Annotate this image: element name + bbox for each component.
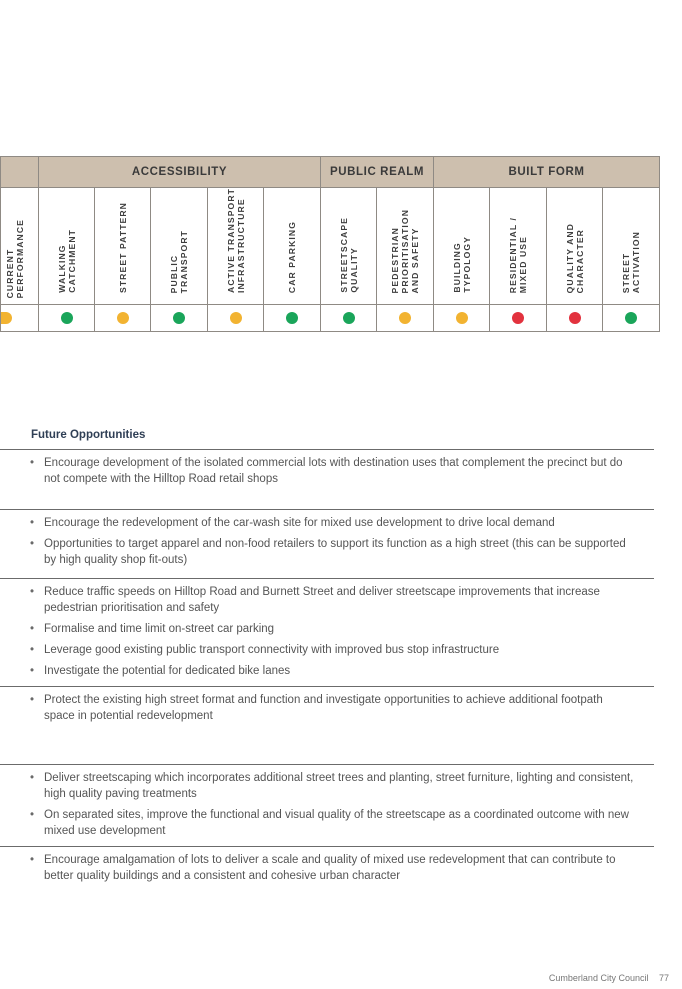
column-header [39,188,95,305]
page-footer [541,973,669,983]
bullet-icon: • [30,644,35,656]
column-label: BUILDING TYPOLOGY [451,236,472,293]
future-opportunities-title: Future Opportunities [31,429,146,441]
opportunity-text: Formalise and time limit on-street car parking [44,623,275,635]
green-rating-dot [343,312,355,324]
column-header-current-performance [1,188,39,305]
column-header [377,188,434,305]
opportunity-text: Encourage development of the isolated commercial lots with destination uses that complement the precinct but do not compete with the Hilltop Road retail shops [44,457,623,485]
opportunity-section [0,449,654,487]
bullet-icon: • [30,772,35,784]
column-label: QUALITY AND CHARACTER [564,222,585,293]
column-label: STREET ACTIVATION [621,230,642,293]
opportunity-text: Leverage good existing public transport connectivity with improved bus stop infrastructure [44,644,500,656]
opportunity-text: Encourage amalgamation of lots to deliver a scale and quality of mixed use redevelopment that can contribute to better quality buildings and a consistent and cohesive urban character [44,854,616,882]
opportunity-text: Deliver streetscaping which incorporates additional street trees and planting, street furniture, lighting and consistent, high quality paving treatments [44,772,634,800]
rating-cell [321,304,377,331]
opportunity-item [0,663,654,679]
opportunity-section [0,846,654,884]
column-label: PUBLIC TRANSPORT [169,229,189,293]
bullet-list [0,692,654,724]
bullet-icon: • [30,586,35,598]
column-header [490,188,547,305]
rating-cell [490,304,547,331]
opportunity-section [0,509,654,568]
opportunity-item [0,455,654,487]
opportunity-item [0,770,654,802]
opportunity-text: Investigate the potential for dedicated bike lanes [44,665,291,677]
column-header [95,188,151,305]
group-header-public-realm: PUBLIC REALM [321,157,434,188]
opportunity-item [0,852,654,884]
opportunity-text: Opportunities to target apparel and non-food retailers to support its function as a high street (this can be supported by high quality shop fit-outs) [44,538,626,566]
column-label: WALKING CATCHMENT [56,229,77,293]
rating-cell [547,304,603,331]
bullet-icon: • [30,457,35,469]
green-rating-dot [625,312,637,324]
footer-org: Cumberland City Council [548,973,649,983]
amber-rating-dot [399,312,411,324]
bullet-list [0,455,654,487]
bullet-icon: • [30,694,35,706]
opportunity-item [0,692,654,724]
page-number: 77 [658,973,669,983]
green-rating-dot [173,312,185,324]
opportunity-text: Encourage the redevelopment of the car-wash site for mixed use development to drive local demand [44,517,555,529]
opportunity-section [0,578,654,679]
column-label: STREETSCAPE QUALITY [338,217,359,293]
green-rating-dot [286,312,298,324]
green-rating-dot [61,312,73,324]
red-rating-dot [569,312,581,324]
rating-cell [151,304,208,331]
assessment-matrix [0,156,660,332]
column-header [603,188,660,305]
column-header [547,188,603,305]
group-header-built-form: BUILT FORM [434,157,660,188]
column-label: STREET PATTERN [117,201,128,293]
amber-rating-dot [117,312,129,324]
opportunity-item [0,536,654,568]
amber-rating-dot [1,312,12,324]
bullet-list [0,852,654,884]
opportunity-item [0,584,654,616]
group-header-accessibility: ACCESSIBILITY [39,157,321,188]
column-label: CAR PARKING [287,220,297,293]
bullet-icon: • [30,665,35,677]
column-header [208,188,264,305]
rating-cell [39,304,95,331]
rating-cell [1,304,39,331]
column-label: CURRENT PERFORMANCE [5,218,25,298]
bullet-icon: • [30,854,35,866]
rating-cell [603,304,660,331]
bullet-list [0,515,654,568]
opportunity-section [0,764,654,839]
opportunity-item [0,807,654,839]
column-label: RESIDENTIAL / MIXED USE [508,216,529,293]
group-header-partial [1,157,39,188]
rating-cell [208,304,264,331]
rating-cell [95,304,151,331]
bullet-list [0,770,654,839]
bullet-icon: • [30,623,35,635]
opportunity-section [0,686,654,724]
opportunity-text: On separated sites, improve the functional and visual quality of the streetscape as a coordinated outcome with new mixed use development [44,809,629,837]
column-header [264,188,321,305]
opportunity-item [0,642,654,658]
bullet-icon: • [30,517,35,529]
bullet-list [0,584,654,679]
column-header [321,188,377,305]
amber-rating-dot [230,312,242,324]
column-header [434,188,490,305]
amber-rating-dot [456,312,468,324]
column-label: ACTIVE TRANSPORT INFRASTRUCTURE [225,188,246,293]
column-label: PEDESTRIAN PRIORITISATION AND SAFETY [390,208,421,293]
bullet-icon: • [30,809,35,821]
rating-cell [377,304,434,331]
column-header [151,188,208,305]
bullet-icon: • [30,538,35,550]
rating-cell [434,304,490,331]
rating-cell [264,304,321,331]
opportunity-text: Reduce traffic speeds on Hilltop Road and Burnett Street and deliver streetscape improvements that increase pedestrian prioritisation and safety [44,586,600,614]
opportunity-item [0,621,654,637]
opportunity-item [0,515,654,531]
red-rating-dot [512,312,524,324]
opportunity-text: Protect the existing high street format and function and investigate opportunities to achieve additional footpath space in potential redevelopment [44,694,603,722]
